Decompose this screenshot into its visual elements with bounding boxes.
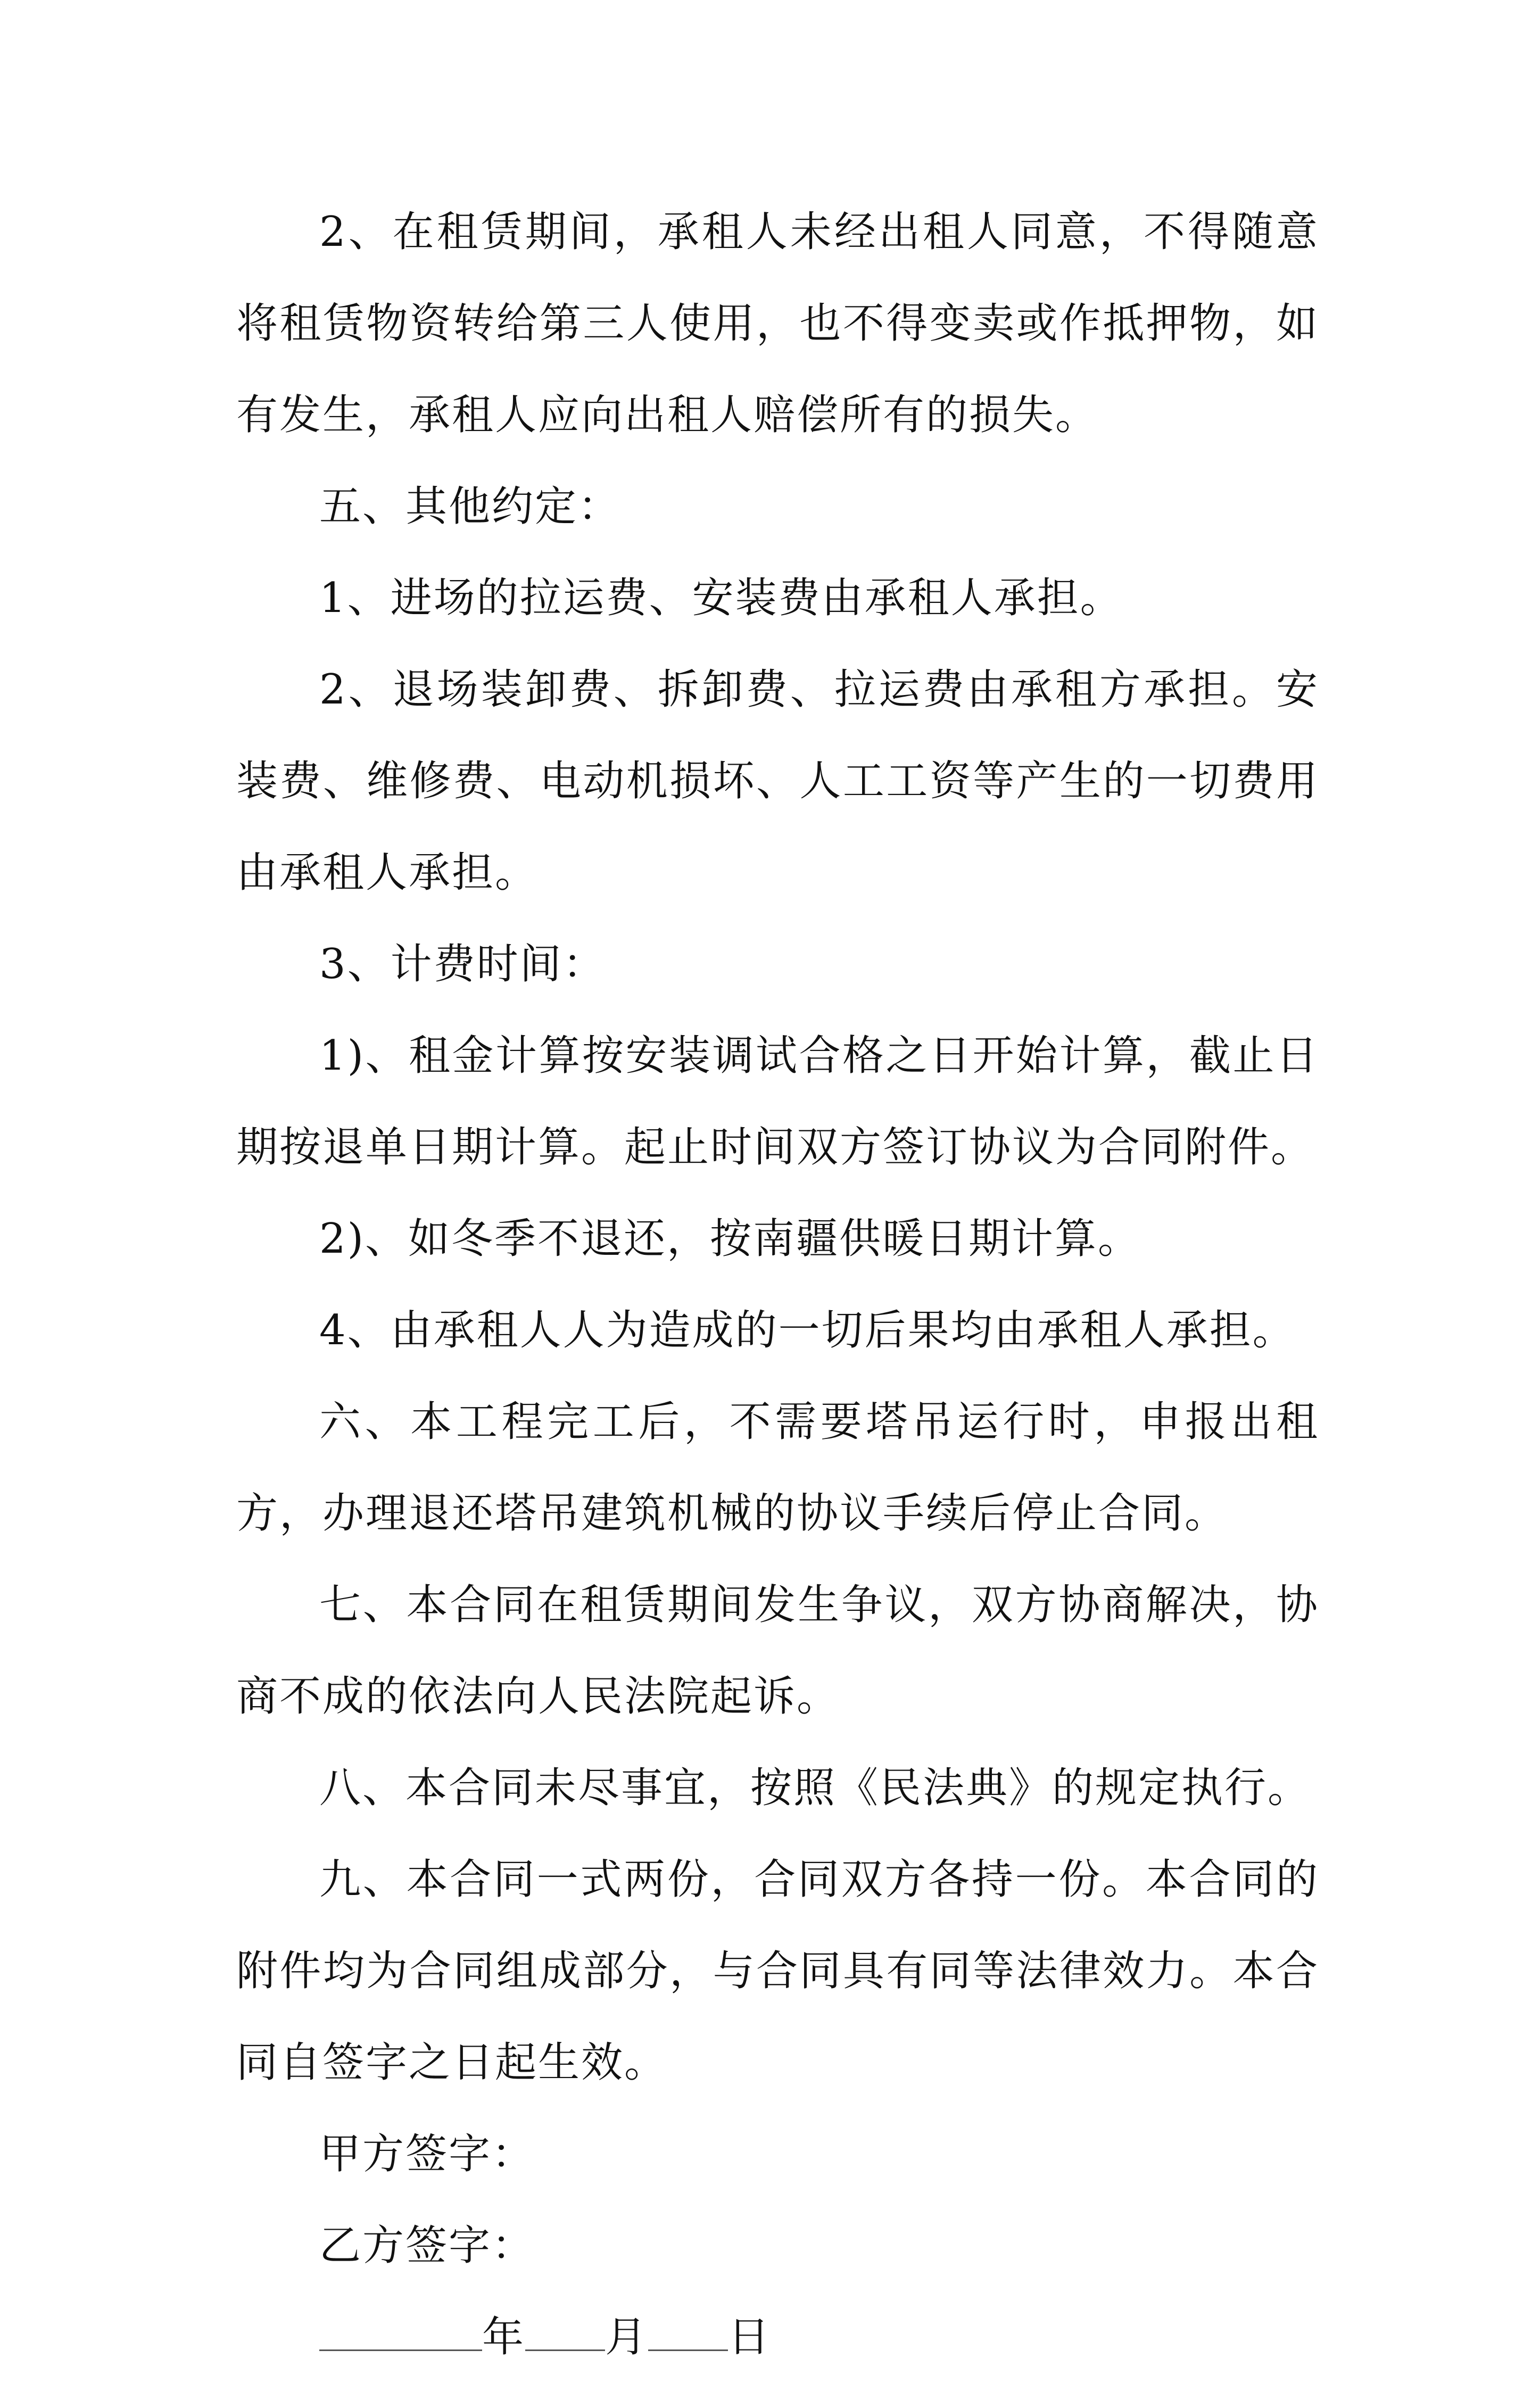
month-label: 月 (605, 2313, 649, 2361)
year-label: 年 (482, 2313, 526, 2361)
section-6: 六、本工程完工后，不需要塔吊运行时，申报出租方，办理退还塔吊建筑机械的协议手续后停止合同。 (236, 1398, 1319, 1537)
section-7: 七、本合同在租赁期间发生争议，双方协商解决，协商不成的依法向人民法院起诉。 (236, 1581, 1319, 1720)
clause-5-3-2: 2)、如冬季不退还，按南疆供暖日期计算。 (319, 1215, 1141, 1263)
clause-5-1: 1、进场的拉运费、安装费由承租人承担。 (319, 574, 1123, 622)
clause-5-3: 3、计费时间： (319, 940, 606, 988)
party-a-signature: 甲方签字： (319, 2130, 535, 2178)
signing-date-line (236, 2291, 1319, 2383)
section-8: 八、本合同未尽事宜，按照《民法典》的规定执行。 (319, 1764, 1311, 1812)
clause-5-4: 4、由承租人人为造成的一切后果均由承租人承担。 (319, 1306, 1296, 1354)
clause-2-subletting: 2、在租赁期间，承租人未经出租人同意，不得随意将租赁物资转给第三人使用，也不得变卖或作抵押物，如有发生，承租人应向出租人赔偿所有的损失。 (236, 208, 1319, 439)
month-blank (525, 2312, 605, 2351)
day-blank (648, 2312, 728, 2351)
clause-5-3-1: 1)、租金计算按安装调试合格之日开始计算，截止日期按退单日期计算。起止时间双方签订协议为合同附件。 (236, 1032, 1319, 1171)
section-9: 九、本合同一式两份，合同双方各持一份。本合同的附件均为合同组成部分，与合同具有同等法律效力。本合同自签字之日起生效。 (236, 1856, 1319, 2087)
section-5-heading: 五、其他约定： (319, 483, 622, 531)
clause-5-2: 2、退场装卸费、拆卸费、拉运费由承租方承担。安装费、维修费、电动机损坏、人工工资等产生的一切费用由承租人承担。 (236, 666, 1319, 897)
party-b-signature: 乙方签字： (319, 2222, 535, 2270)
document-body (236, 186, 1319, 2383)
year-blank (319, 2312, 482, 2351)
day-label: 日 (728, 2313, 772, 2361)
